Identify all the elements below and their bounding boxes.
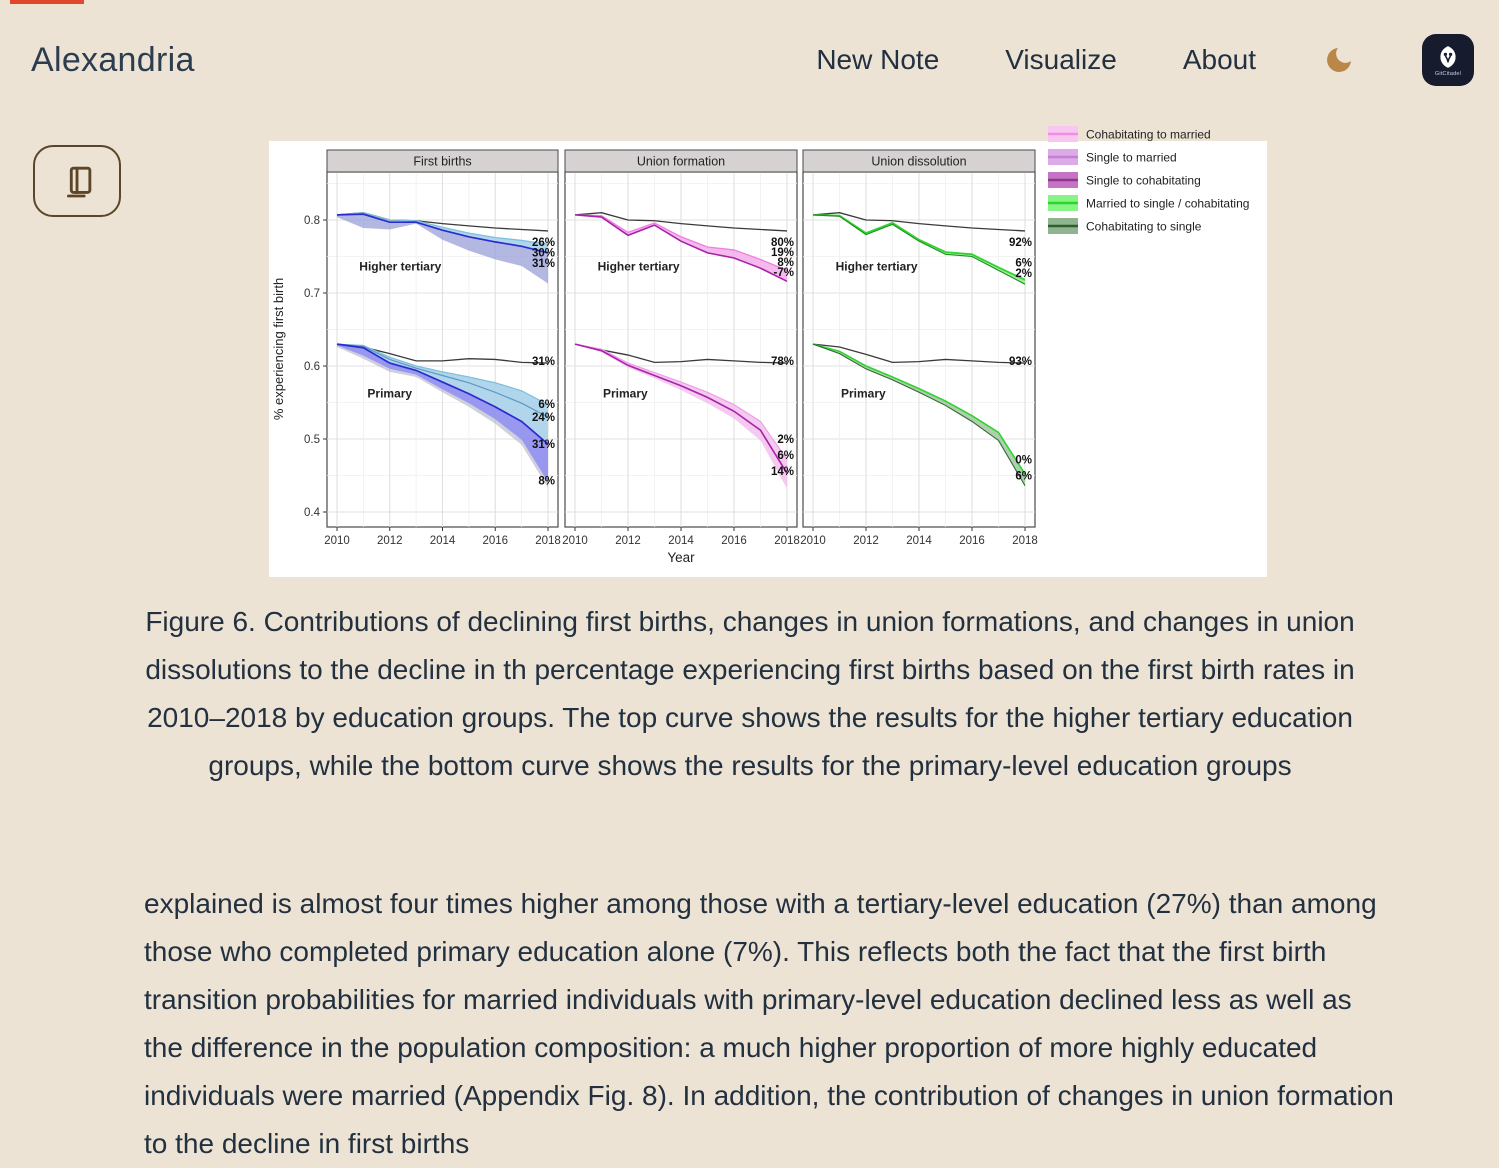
brand-title: Alexandria bbox=[31, 40, 195, 79]
svg-text:2010: 2010 bbox=[562, 535, 588, 547]
nav-new-note[interactable]: New Note bbox=[816, 44, 940, 75]
svg-text:80%: 80% bbox=[770, 236, 794, 249]
svg-text:2018: 2018 bbox=[535, 535, 561, 547]
svg-text:6%: 6% bbox=[1015, 257, 1032, 270]
svg-text:31%: 31% bbox=[531, 355, 555, 368]
svg-text:78%: 78% bbox=[770, 355, 794, 368]
chart-panel bbox=[800, 150, 1038, 547]
main-nav bbox=[816, 34, 1474, 86]
svg-text:2012: 2012 bbox=[376, 535, 403, 547]
app-badge-label: GitCitadel bbox=[1434, 70, 1462, 77]
svg-text:2%: 2% bbox=[1015, 267, 1032, 280]
svg-text:26%: 26% bbox=[531, 236, 555, 249]
nav-about[interactable]: About bbox=[1182, 44, 1256, 75]
svg-text:2016: 2016 bbox=[959, 535, 985, 547]
theme-toggle-button[interactable] bbox=[1322, 43, 1356, 77]
svg-text:0.4: 0.4 bbox=[304, 507, 320, 519]
svg-text:2016: 2016 bbox=[482, 535, 509, 547]
svg-text:2016: 2016 bbox=[721, 535, 747, 547]
svg-text:0.7: 0.7 bbox=[304, 288, 320, 300]
svg-text:2010: 2010 bbox=[800, 535, 826, 547]
svg-text:Union formation: Union formation bbox=[636, 154, 726, 169]
svg-text:8%: 8% bbox=[538, 475, 555, 488]
chart-panel bbox=[562, 150, 800, 547]
svg-text:2014: 2014 bbox=[429, 535, 456, 547]
figure-caption: Figure 6. Contributions of declining first births, changes in union formations, and changes in union dissolutions to the decline in th percentage experiencing first births based on the first birth rates in 2010–2018 by education groups. The top curve shows the results for the higher tertiary education groups, while the bottom curve shows the results for the primary-level education groups bbox=[145, 606, 1355, 781]
moon-icon bbox=[1323, 44, 1355, 76]
svg-text:93%: 93% bbox=[1008, 355, 1032, 368]
chart-panel bbox=[304, 150, 561, 547]
svg-text:Primary: Primary bbox=[602, 386, 648, 401]
svg-text:31%: 31% bbox=[531, 258, 555, 271]
article-paragraph: explained is almost four times higher among those with a tertiary-level education (27%) than among those who completed primary education alone (7%). This reflects both the fact that the first birth transition probabilities for married individuals with primary-level education declined less as well as the difference in the population composition: a much higher proportion of more highly educated individuals were married (Appendix Fig. 8). In addition, the contribution of changes in union formation to the decline in first births bbox=[144, 888, 1394, 1159]
svg-text:Primary: Primary bbox=[840, 386, 886, 401]
reader-view-button[interactable] bbox=[33, 145, 121, 217]
svg-text:31%: 31% bbox=[531, 439, 555, 452]
shield-logo-icon bbox=[1435, 44, 1461, 70]
svg-text:6%: 6% bbox=[1015, 470, 1032, 483]
svg-text:0.5: 0.5 bbox=[304, 434, 320, 446]
svg-text:2014: 2014 bbox=[906, 535, 932, 547]
svg-text:Higher tertiary: Higher tertiary bbox=[359, 259, 442, 274]
svg-text:2014: 2014 bbox=[668, 535, 694, 547]
svg-text:2%: 2% bbox=[777, 434, 794, 446]
y-axis-label: % experiencing first birth bbox=[271, 277, 286, 421]
svg-text:0.8: 0.8 bbox=[304, 215, 320, 227]
x-axis-label: Year bbox=[667, 550, 695, 565]
svg-text:Married to single / cohabitati: Married to single / cohabitating bbox=[1086, 196, 1250, 211]
svg-text:92%: 92% bbox=[1008, 236, 1032, 249]
svg-text:2012: 2012 bbox=[853, 535, 879, 547]
svg-text:24%: 24% bbox=[531, 412, 555, 425]
svg-text:Single to married: Single to married bbox=[1086, 150, 1177, 165]
svg-text:Cohabitating to single: Cohabitating to single bbox=[1086, 219, 1202, 234]
svg-text:6%: 6% bbox=[777, 450, 794, 463]
chart-legend bbox=[1048, 126, 1249, 234]
svg-text:30%: 30% bbox=[531, 247, 555, 260]
app-badge-button[interactable] bbox=[1422, 34, 1474, 86]
svg-text:Higher tertiary: Higher tertiary bbox=[835, 259, 918, 274]
svg-text:First births: First births bbox=[413, 154, 472, 169]
svg-text:2012: 2012 bbox=[615, 535, 641, 547]
svg-text:Cohabitating to married: Cohabitating to married bbox=[1086, 127, 1211, 142]
nav-visualize[interactable]: Visualize bbox=[1005, 44, 1117, 75]
svg-text:6%: 6% bbox=[538, 398, 555, 411]
svg-text:14%: 14% bbox=[770, 466, 794, 479]
svg-text:Primary: Primary bbox=[367, 386, 413, 401]
figure-chart-svg bbox=[269, 127, 1267, 577]
svg-text:Higher tertiary: Higher tertiary bbox=[597, 259, 680, 274]
svg-text:Union dissolution: Union dissolution bbox=[871, 154, 967, 169]
svg-text:19%: 19% bbox=[770, 246, 794, 259]
svg-text:0.6: 0.6 bbox=[304, 361, 320, 373]
svg-text:Single to cohabitating: Single to cohabitating bbox=[1086, 173, 1201, 188]
loading-progress-bar bbox=[10, 0, 84, 4]
svg-text:2018: 2018 bbox=[1012, 535, 1038, 547]
svg-text:0%: 0% bbox=[1015, 454, 1032, 467]
svg-text:8%: 8% bbox=[777, 256, 794, 269]
svg-text:2018: 2018 bbox=[774, 535, 800, 547]
book-icon bbox=[57, 161, 97, 201]
svg-text:-7%: -7% bbox=[773, 267, 794, 280]
header bbox=[31, 34, 1474, 86]
figure-image bbox=[269, 127, 1267, 577]
svg-text:2010: 2010 bbox=[324, 535, 350, 547]
